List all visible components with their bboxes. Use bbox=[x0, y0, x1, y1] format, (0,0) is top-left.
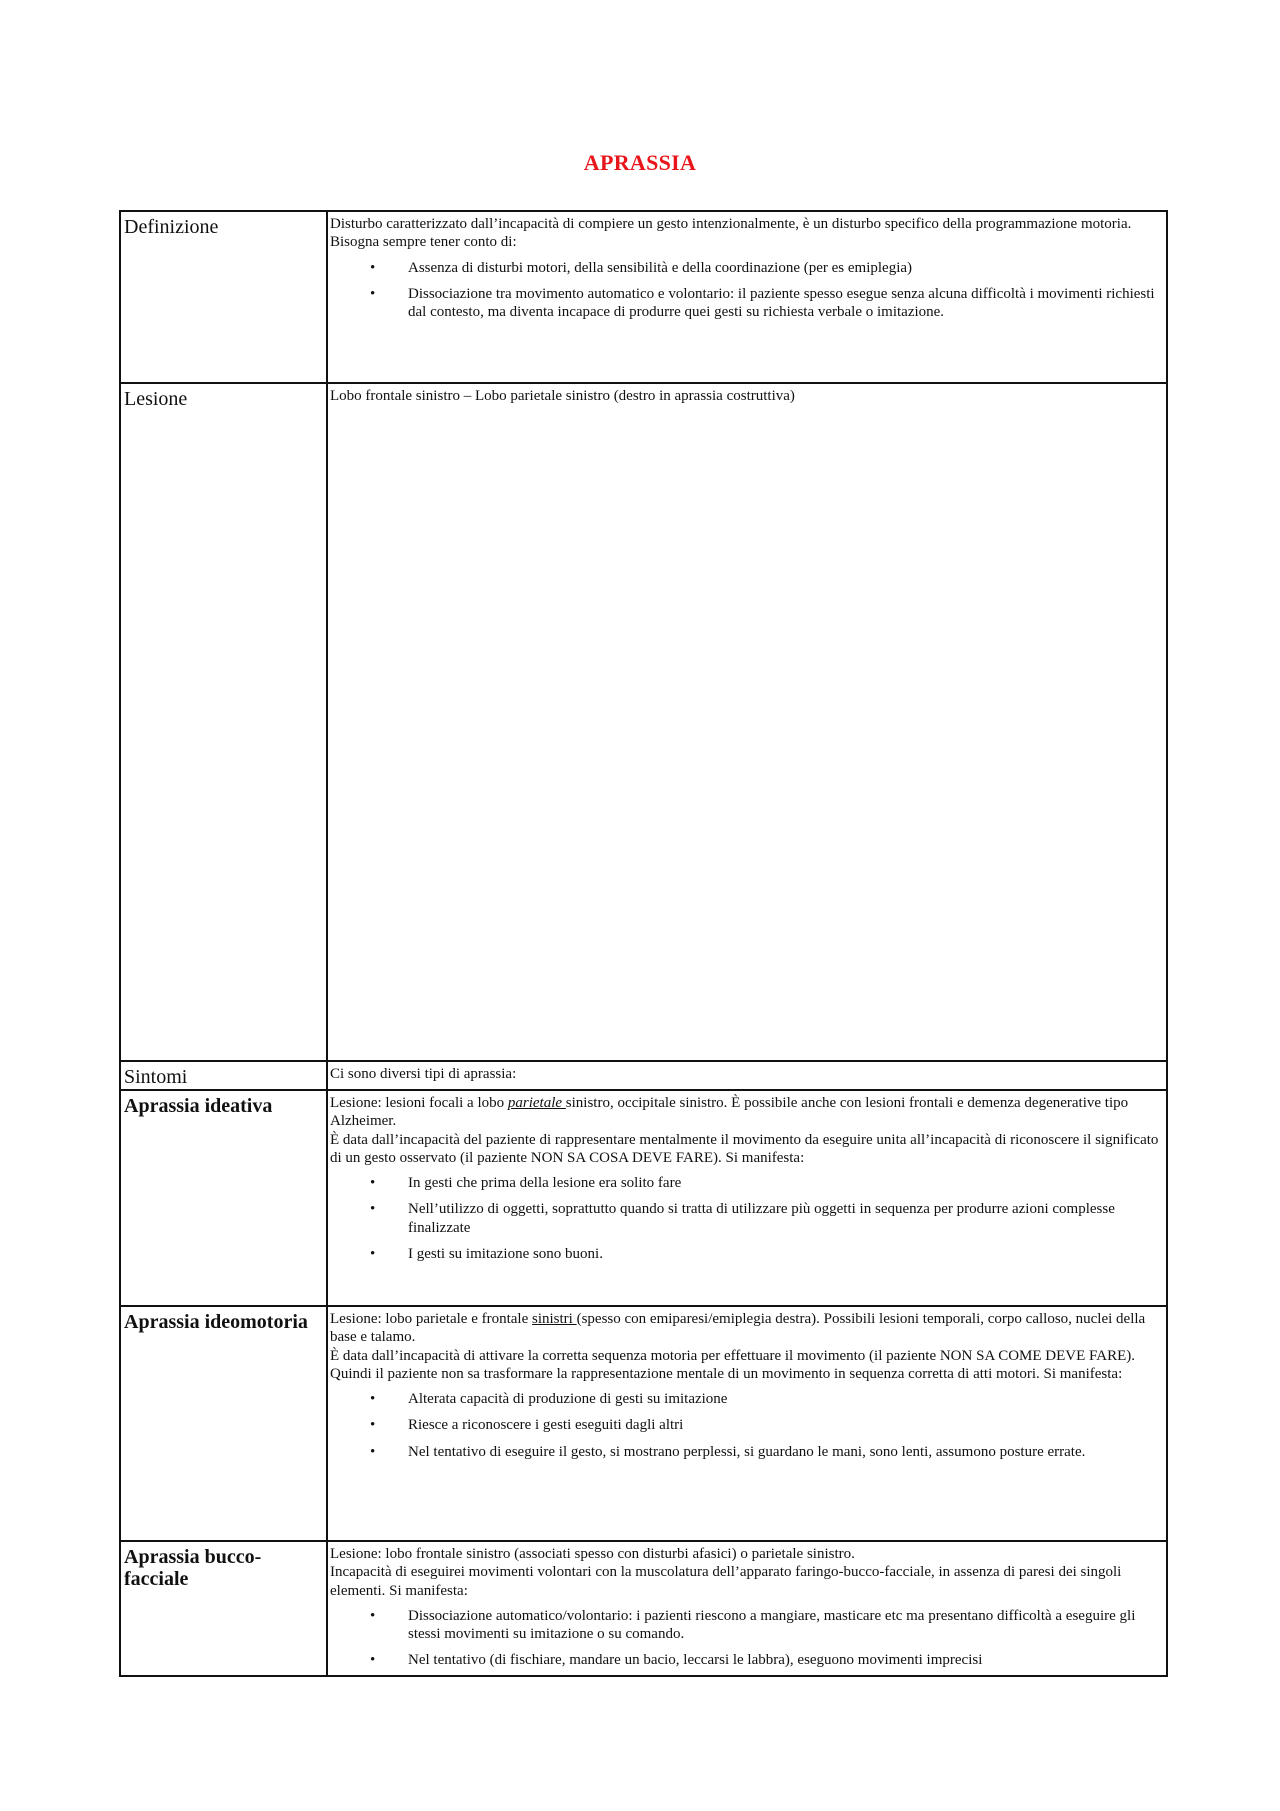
list-item: • Assenza di disturbi motori, della sensibilità e della coordinazione (per es emiplegia) bbox=[370, 259, 913, 276]
bullet-icon: • bbox=[370, 1443, 376, 1460]
list-item: • Alterata capacità di produzione di gesti su imitazione bbox=[370, 1391, 728, 1408]
row-sintomi bbox=[120, 1061, 1167, 1090]
row-aprassia-ideomotoria bbox=[120, 1306, 1167, 1541]
row-definizione bbox=[120, 211, 1167, 383]
ideomotoria-text: È data dall’incapacità di attivare la corretta sequenza motoria per effettuare il movimento (il paziente NON SA COME DEVE FARE). Quindi il paziente non sa trasformare la rappresentazione mentale di un movimento in sequenza corretta di atti motori. Si manifesta: bbox=[330, 1347, 1135, 1382]
bullet-icon: • bbox=[370, 259, 376, 276]
label-aprassia-bucco-facciale: Aprassia bucco-facciale bbox=[120, 1541, 327, 1676]
bullet-icon: • bbox=[370, 1391, 376, 1408]
ideomotoria-lesion: Lesione: lobo parietale e frontale sinistri (spesso con emiparesi/emiplegia destra). Possibili lesioni temporali, corpo calloso, nuclei della base e talamo. bbox=[330, 1311, 1146, 1346]
label-lesione: Lesione bbox=[120, 383, 327, 1061]
row-aprassia-ideativa bbox=[120, 1090, 1167, 1306]
bullet-icon: • bbox=[370, 1246, 376, 1263]
definizione-bullets bbox=[330, 259, 1164, 322]
content-definizione bbox=[327, 211, 1167, 383]
row-aprassia-bucco-facciale bbox=[120, 1541, 1167, 1676]
list-item: • Nel tentativo (di fischiare, mandare un bacio, leccarsi le labbra), eseguono movimenti imprecisi bbox=[370, 1652, 983, 1669]
ideomotoria-bullets bbox=[330, 1390, 1164, 1461]
bucco-lesion: Lesione: lobo frontale sinistro (associati spesso con disturbi afasici) o parietale sinistro. bbox=[330, 1546, 855, 1562]
label-definizione: Definizione bbox=[120, 211, 327, 383]
bullet-icon: • bbox=[370, 285, 376, 302]
bullet-icon: • bbox=[370, 1201, 376, 1218]
definizione-text: Disturbo caratterizzato dall’incapacità di compiere un gesto intenzionalmente, è un disturbo specifico della programmazione motoria. Bisogna sempre tener conto di: bbox=[330, 216, 1132, 251]
bullet-icon: • bbox=[370, 1652, 376, 1669]
row-lesione bbox=[120, 383, 1167, 1061]
aprassia-table bbox=[119, 210, 1168, 1677]
bucco-bullets bbox=[330, 1607, 1164, 1670]
content-lesione bbox=[327, 383, 1167, 1061]
label-aprassia-ideomotoria: Aprassia ideomotoria bbox=[120, 1306, 327, 1541]
label-aprassia-ideativa: Aprassia ideativa bbox=[120, 1090, 327, 1306]
bullet-icon: • bbox=[370, 1417, 376, 1434]
ideativa-lesion: Lesione: lesioni focali a lobo parietale sinistro, occipitale sinistro. È possibile anche con lesioni frontali e demenza degenerative tipo Alzheimer. bbox=[330, 1095, 1129, 1130]
list-item: • Riesce a riconoscere i gesti eseguiti dagli altri bbox=[370, 1417, 684, 1434]
list-item: • Nel tentativo di eseguire il gesto, si mostrano perplessi, si guardano le mani, sono lenti, assumono posture errate. bbox=[370, 1443, 1086, 1460]
content-sintomi bbox=[327, 1061, 1167, 1090]
document-title: APRASSIA bbox=[583, 150, 697, 175]
list-item: • Nell’utilizzo di oggetti, soprattutto quando si tratta di utilizzare più oggetti in sequenza per produrre azioni complesse finalizzate bbox=[370, 1201, 1115, 1236]
list-item: • Dissociazione tra movimento automatico e volontario: il paziente spesso esegue senza alcuna difficoltà i movimenti richiesti dal contesto, ma diventa incapace di produrre quei gesti su richiesta verbale o imitazione. bbox=[370, 285, 1155, 321]
bullet-icon: • bbox=[370, 1175, 376, 1192]
label-sintomi: Sintomi bbox=[120, 1061, 327, 1090]
ideativa-text: È data dall’incapacità del paziente di rappresentare mentalmente il movimento da eseguire unita all’incapacità di riconoscere il significato di un gesto osservato (il paziente NON SA COSA DEVE FARE). Si manifesta: bbox=[330, 1131, 1159, 1166]
bucco-text: Incapacità di eseguirei movimenti volontari con la muscolatura dell’apparato faringo-bucco-facciale, in assenza di paresi dei singoli elementi. Si manifesta: bbox=[330, 1564, 1122, 1599]
content-aprassia-bucco-facciale bbox=[327, 1541, 1167, 1676]
lesione-text: Lobo frontale sinistro – Lobo parietale sinistro (destro in aprassia costruttiva) bbox=[330, 388, 795, 404]
bullet-icon: • bbox=[370, 1607, 376, 1624]
list-item: • I gesti su imitazione sono buoni. bbox=[370, 1246, 603, 1263]
list-item: • Dissociazione automatico/volontario: i pazienti riescono a mangiare, masticare etc ma presentano difficoltà a eseguire gli stessi movimenti su imitazione o su comando. bbox=[370, 1607, 1136, 1643]
content-aprassia-ideomotoria bbox=[327, 1306, 1167, 1541]
ideativa-bullets bbox=[330, 1174, 1164, 1263]
content-aprassia-ideativa bbox=[327, 1090, 1167, 1306]
sintomi-text: Ci sono diversi tipi di aprassia: bbox=[330, 1066, 517, 1082]
list-item: • In gesti che prima della lesione era solito fare bbox=[370, 1175, 682, 1192]
